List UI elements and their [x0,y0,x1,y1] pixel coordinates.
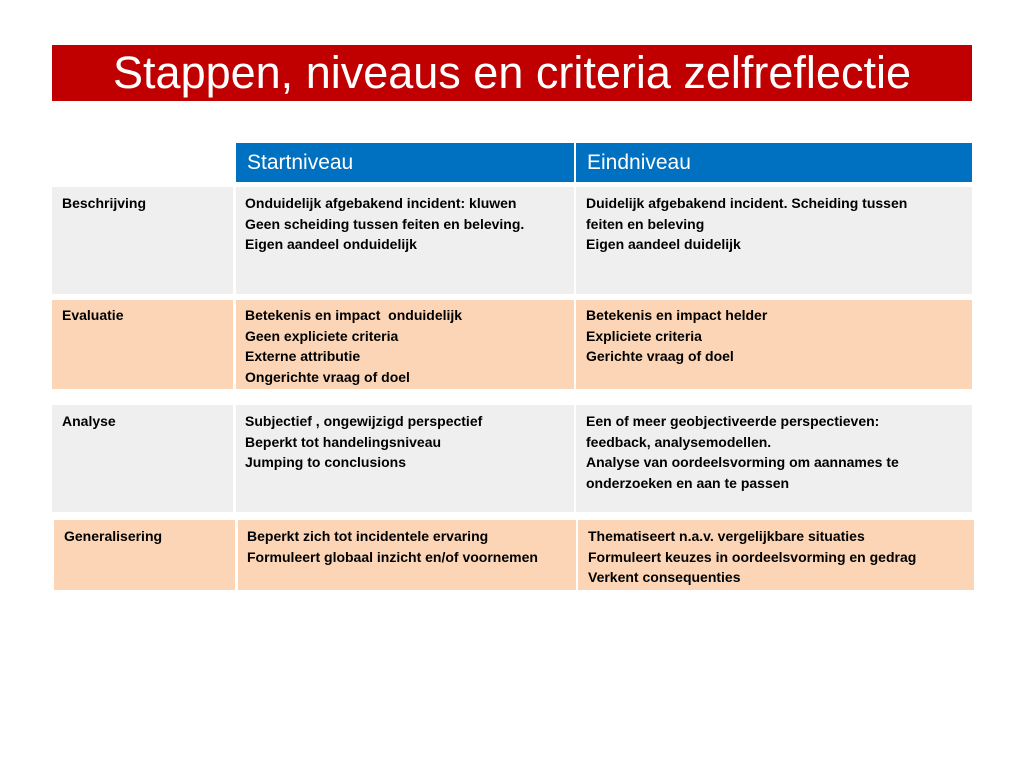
slide-title: Stappen, niveaus en criteria zelfreflectie [113,47,911,98]
eindniveau-cell [576,405,972,512]
eindniveau-cell [576,300,972,389]
startniveau-line: Eigen aandeel onduidelijk [245,236,417,252]
row-label: Analyse [62,413,116,429]
eindniveau-line: Eigen aandeel duidelijk [586,236,741,252]
eindniveau-line: Een of meer geobjectiveerde perspectieven: [586,413,880,429]
eindniveau-line: Formuleert keuzes in oordeelsvorming en gedrag [588,548,917,565]
header-corner-cell [52,143,233,182]
eindniveau-line: feiten en beleving [586,215,705,232]
startniveau-line: Geen scheiding tussen feiten en beleving. [245,215,525,232]
eindniveau-line: Expliciete criteria [586,327,702,344]
row-label-cell [52,300,233,389]
startniveau-cell [238,520,576,590]
eindniveau-cell [576,187,972,294]
startniveau-cell [236,300,574,389]
startniveau-line: Betekenis en impact onduidelijk [245,307,463,323]
startniveau-line: Ongerichte vraag of doel [245,368,410,385]
criteria-row-analyse [52,405,972,512]
eindniveau-line: feedback, analysemodellen. [586,433,772,450]
eindniveau-line: onderzoeken en aan te passen [586,474,790,491]
eindniveau-line: Gerichte vraag of doel [586,348,734,364]
startniveau-line: Geen expliciete criteria [245,327,399,344]
row-label: Generalisering [64,528,163,544]
startniveau-line: Beperkt tot handelingsniveau [245,433,442,450]
eindniveau-line: Analyse van oordeelsvorming om aannames te [586,454,899,470]
startniveau-line: Beperkt zich tot incidentele ervaring [247,528,489,544]
criteria-row-generalisering [54,520,974,590]
eindniveau-line: Thematiseert n.a.v. vergelijkbare situaties [588,528,865,544]
criteria-row-evaluatie [52,300,972,389]
startniveau-line: Externe attributie [245,348,361,364]
header-startniveau: Startniveau [236,143,574,182]
startniveau-line: Subjectief , ongewijzigd perspectief [245,413,483,429]
startniveau-line: Formuleert globaal inzicht en/of voornemen [247,548,538,565]
row-label: Beschrijving [62,195,147,211]
startniveau-line: Jumping to conclusions [245,454,407,470]
criteria-row-beschrijving [52,187,972,294]
eindniveau-line: Duidelijk afgebakend incident. Scheiding tussen [586,195,908,211]
eindniveau-cell [578,520,974,590]
header-eindniveau: Eindniveau [576,143,972,182]
startniveau-cell [236,187,574,294]
row-label-cell [54,520,235,590]
table-header-row [52,143,972,182]
row-label: Evaluatie [62,307,124,323]
eindniveau-line: Verkent consequenties [588,569,741,585]
row-label-cell [52,187,233,294]
startniveau-line: Onduidelijk afgebakend incident: kluwen [245,195,517,211]
startniveau-cell [236,405,574,512]
eindniveau-line: Betekenis en impact helder [586,307,768,323]
title-bar [52,45,972,101]
row-label-cell [52,405,233,512]
